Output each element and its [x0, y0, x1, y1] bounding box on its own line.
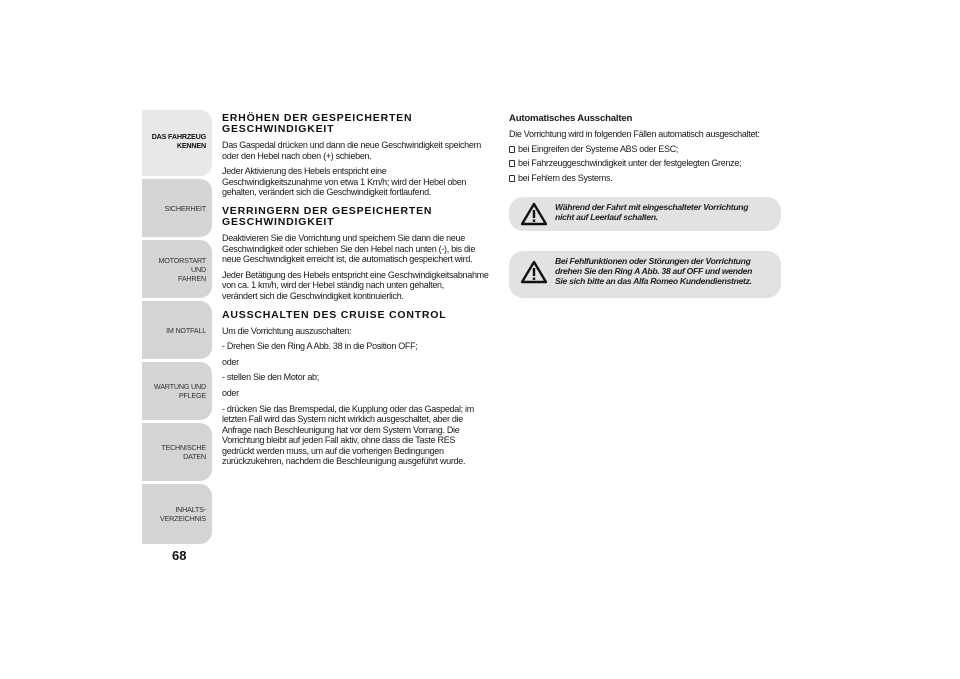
- chapter-tab-wartung-und-pflege[interactable]: [142, 362, 212, 420]
- text-line: Anfrage nach Beschleunigung hat vor dem System Vorrang. Die: [222, 424, 460, 435]
- tab-label-line2: PFLEGE: [178, 391, 206, 400]
- checkbox-bullet-icon: [509, 146, 515, 153]
- list-item-text: bei Eingreifen der Systeme ABS oder ESC;: [518, 143, 679, 154]
- tab-label-line1: SICHERHEIT: [164, 203, 206, 213]
- paragraph: [222, 166, 494, 198]
- text-line: Deaktivieren Sie die Vorrichtung und speichern Sie dann die neue: [222, 232, 465, 243]
- text-line: oder den Hebel nach oben (+) schieben.: [222, 150, 372, 161]
- list-item-text: bei Fehlern des Systems.: [518, 172, 613, 183]
- checkbox-bullet-icon: [509, 160, 515, 167]
- heading-line: GESCHWINDIGKEIT: [222, 123, 335, 135]
- text-line: neue Geschwindigkeit erreicht ist, die automatisch gespeichert wird.: [222, 254, 473, 265]
- tab-label-line1: MOTORSTART UND: [158, 255, 206, 274]
- chapter-sidebar: [142, 110, 212, 547]
- paragraph: - Drehen Sie den Ring A Abb. 38 in die Position OFF;: [222, 341, 418, 352]
- paragraph: oder: [222, 387, 239, 398]
- warning-text: [555, 257, 771, 286]
- tab-label-line2: FAHREN: [178, 273, 206, 283]
- paragraph: Um die Vorrichtung auszuschalten:: [222, 325, 352, 336]
- section-heading-erhoehen: [222, 113, 494, 135]
- text-line: Geschwindigkeit oder schieben Sie den Hebel nach unten (-), bis die: [222, 243, 476, 254]
- warning-box: [509, 197, 781, 231]
- left-column: [222, 113, 494, 467]
- tab-label-line2: VERZEICHNIS: [159, 514, 206, 523]
- chapter-tab-sicherheit[interactable]: [142, 179, 212, 237]
- checkbox-bullet-icon: [509, 175, 515, 182]
- tab-label-line1: WARTUNG UND: [153, 382, 206, 391]
- text-line: verändert sich die Geschwindigkeit kontinuierlich.: [222, 290, 404, 301]
- paragraph: [222, 270, 494, 302]
- warning-triangle-icon: [521, 260, 547, 284]
- paragraph: oder: [222, 356, 239, 367]
- warning-box: [509, 251, 781, 298]
- page-number: 68: [172, 548, 187, 563]
- tab-label-line1: IM NOTFALL: [166, 325, 206, 335]
- paragraph: Die Vorrichtung wird in folgenden Fällen automatisch ausgeschaltet:: [509, 129, 760, 139]
- text-line: Das Gaspedal drücken und dann die neue Geschwindigkeit speichern: [222, 140, 481, 150]
- text-line: Jeder Aktivierung des Hebels entspricht eine: [222, 166, 387, 177]
- tab-label-line1: TECHNISCHE DATEN: [161, 443, 206, 461]
- text-line: Während der Fahrt mit eingeschalteter Vorrichtung: [555, 202, 749, 213]
- text-line: drehen Sie den Ring A Abb. 38 auf OFF und wenden: [555, 265, 753, 276]
- chapter-tab-inhaltsverzeichnis[interactable]: [142, 484, 212, 544]
- text-line: Sie sich bitte an das Alfa Romeo Kundendienstnetz.: [555, 275, 752, 286]
- text-line: Vorrichtung bleibt auf jeden Fall aktiv, ohne dass die Taste RES: [222, 435, 456, 446]
- heading-line: ERHÖHEN DER GESPEICHERTEN: [222, 112, 413, 124]
- chapter-tab-motorstart-und-fahren[interactable]: [142, 240, 212, 298]
- subheading-automatisches-ausschalten: Automatisches Ausschalten: [509, 113, 633, 124]
- text-line: Jeder Betätigung des Hebels entspricht eine Geschwindigkeitsabnahme: [222, 269, 489, 280]
- text-line: Geschwindigkeitszunahme von etwa 1 Km/h; wird der Hebel oben: [222, 176, 467, 187]
- text-line: zurückzukehren, nachdem die Beschleunigung ausgeführt wurde.: [222, 456, 466, 467]
- section-heading-verringern: [222, 206, 494, 228]
- text-line: Bei Fehlfunktionen oder Störungen der Vorrichtung: [555, 256, 751, 267]
- warning-text: [555, 203, 771, 222]
- tab-label-line1: INHALTS-: [175, 505, 206, 514]
- warning-triangle-icon: [521, 202, 547, 226]
- heading-line: VERRINGERN DER GESPEICHERTEN: [222, 204, 433, 217]
- tab-label-line2: KENNEN: [176, 141, 206, 150]
- tab-label-line1: DAS FAHRZEUG: [151, 132, 206, 141]
- paragraph: [222, 140, 494, 161]
- right-column: [509, 113, 781, 298]
- text-line: - drücken Sie das Bremspedal, die Kupplung oder das Gaspedal; im: [222, 403, 474, 414]
- paragraph: [222, 233, 494, 265]
- text-line: nicht auf Leerlauf schalten.: [555, 211, 658, 222]
- text-line: gedrückt werden muss, um auf die vorherigen Bedingungen: [222, 445, 444, 456]
- list-item: [509, 158, 781, 169]
- section-heading-ausschalten: AUSSCHALTEN DES CRUISE CONTROL: [222, 308, 447, 321]
- list-item: [509, 144, 781, 155]
- paragraph: - stellen Sie den Motor ab;: [222, 372, 319, 383]
- text-line: von ca. 1 km/h, wird der Hebel ständig nach unten gehalten,: [222, 280, 444, 291]
- text-line: gehalten, verändert sich die Geschwindigkeit fortlaufend.: [222, 187, 432, 198]
- list-item-text: bei Fahrzeuggeschwindigkeit unter der festgelegten Grenze;: [518, 158, 742, 169]
- paragraph: [222, 404, 494, 468]
- chapter-tab-das-fahrzeug-kennen[interactable]: [142, 110, 212, 176]
- chapter-tab-im-notfall[interactable]: [142, 301, 212, 359]
- chapter-tab-technische-daten[interactable]: [142, 423, 212, 481]
- text-line: letzten Fall wird das System nicht wirklich ausgeschaltet, aber die: [222, 414, 464, 425]
- list-item: [509, 173, 781, 184]
- heading-line: GESCHWINDIGKEIT: [222, 215, 335, 228]
